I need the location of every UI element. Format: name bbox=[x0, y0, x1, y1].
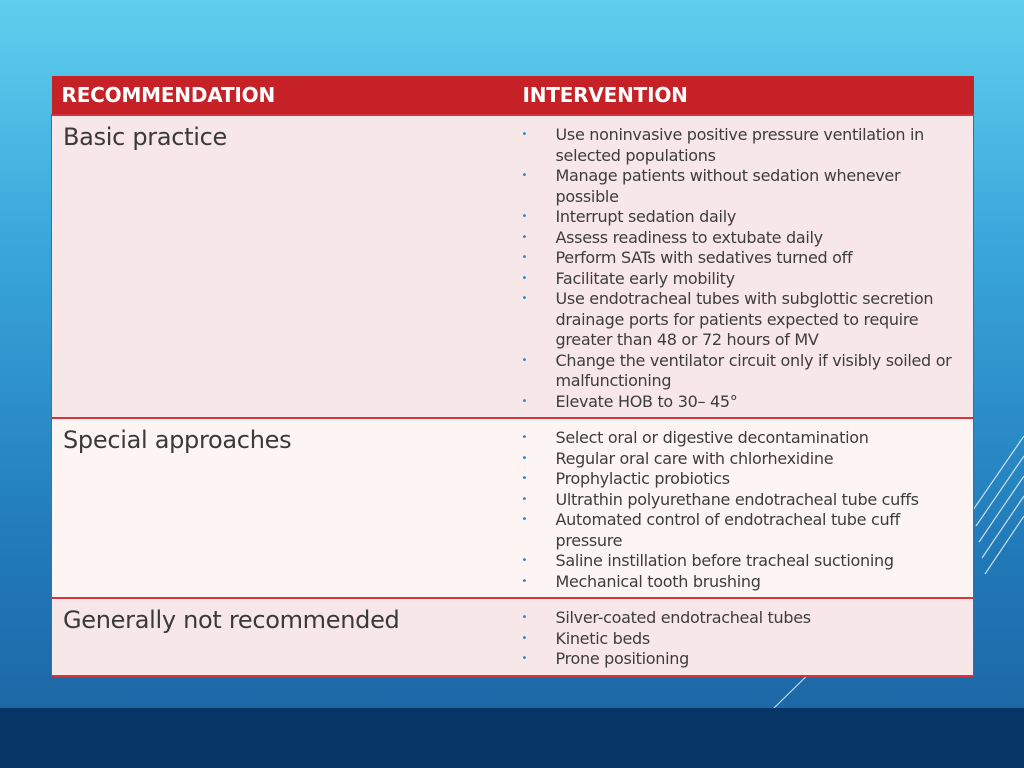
bullet-icon: • bbox=[521, 514, 528, 525]
bullet-icon: • bbox=[521, 575, 528, 587]
intervention-text: Automated control of endotracheal tube cuff pressure bbox=[555, 510, 900, 550]
list-item bbox=[513, 289, 968, 351]
recommendations-table bbox=[51, 76, 974, 677]
bullet-icon: • bbox=[521, 555, 528, 566]
intervention-text: Perform SATs with sedatives turned off bbox=[555, 248, 853, 267]
list-item bbox=[513, 572, 968, 593]
intervention-text: Interrupt sedation daily bbox=[555, 207, 737, 226]
intervention-cell bbox=[513, 598, 974, 676]
intervention-text: Assess readiness to extubate daily bbox=[555, 227, 823, 247]
recommendation-cell bbox=[52, 598, 513, 676]
recommendation-label: Basic practice bbox=[63, 123, 228, 151]
bullet-icon: • bbox=[521, 354, 528, 366]
bullet-icon: • bbox=[521, 612, 528, 623]
intervention-cell bbox=[513, 418, 974, 598]
intervention-text: Mechanical tooth brushing bbox=[555, 571, 761, 591]
table-row-generally-not-recommended bbox=[52, 598, 974, 676]
bullet-icon: • bbox=[521, 632, 528, 644]
bullet-icon: • bbox=[521, 272, 528, 284]
list-item bbox=[513, 449, 968, 470]
intervention-text: Regular oral care with chlorhexidine bbox=[555, 448, 834, 468]
intervention-text: Silver-coated endotracheal tubes bbox=[555, 608, 811, 627]
intervention-text: Facilitate early mobility bbox=[555, 268, 735, 288]
intervention-text: Manage patients without sedation whenever possible bbox=[555, 166, 901, 206]
intervention-text: Use endotracheal tubes with subglottic secretion drainage ports for patients expected to require greater than 48 or 72 hours of MV bbox=[555, 289, 934, 349]
intervention-list bbox=[513, 116, 974, 417]
intervention-text: Kinetic beds bbox=[555, 628, 650, 648]
list-item bbox=[513, 490, 968, 511]
intervention-column-header: INTERVENTION bbox=[513, 76, 974, 115]
list-item bbox=[513, 428, 968, 449]
bottom-bar bbox=[0, 708, 1024, 768]
list-item bbox=[513, 608, 968, 629]
list-item bbox=[513, 248, 968, 269]
list-item bbox=[513, 207, 968, 228]
recommendation-cell bbox=[52, 115, 513, 418]
intervention-text: Saline instillation before tracheal suctioning bbox=[555, 551, 894, 570]
intervention-text: Select oral or digestive decontamination bbox=[555, 428, 869, 447]
bullet-icon: • bbox=[521, 211, 528, 222]
list-item bbox=[513, 125, 968, 166]
intervention-text: Prophylactic probiotics bbox=[555, 469, 730, 488]
table-row-basic-practice bbox=[52, 115, 974, 418]
table-row-special-approaches bbox=[52, 418, 974, 598]
intervention-text: Ultrathin polyurethane endotracheal tube cuffs bbox=[555, 489, 919, 509]
list-item bbox=[513, 649, 968, 670]
recommendation-column-header: RECOMMENDATION bbox=[52, 76, 513, 115]
list-item bbox=[513, 228, 968, 249]
list-item bbox=[513, 551, 968, 572]
intervention-list bbox=[513, 419, 974, 597]
bullet-icon: • bbox=[521, 452, 528, 464]
bullet-icon: • bbox=[521, 432, 528, 443]
intervention-text: Change the ventilator circuit only if visibly soiled or malfunctioning bbox=[555, 350, 952, 390]
list-item bbox=[513, 510, 968, 551]
intervention-text: Prone positioning bbox=[555, 649, 689, 668]
bullet-icon: • bbox=[521, 231, 528, 243]
bullet-icon: • bbox=[521, 293, 528, 304]
bullet-icon: • bbox=[521, 473, 528, 484]
list-item bbox=[513, 392, 968, 413]
bullet-icon: • bbox=[521, 252, 528, 263]
intervention-text: Use noninvasive positive pressure ventilation in selected populations bbox=[555, 125, 924, 165]
bullet-icon: • bbox=[521, 129, 528, 140]
bullet-icon: • bbox=[521, 493, 528, 505]
list-item bbox=[513, 351, 968, 392]
recommendation-cell bbox=[52, 418, 513, 598]
list-item bbox=[513, 166, 968, 207]
bullet-icon: • bbox=[521, 170, 528, 181]
table-header-row bbox=[52, 76, 974, 115]
recommendation-label: Special approaches bbox=[63, 426, 292, 454]
intervention-cell bbox=[513, 115, 974, 418]
bullet-icon: • bbox=[521, 395, 528, 407]
intervention-text: Elevate HOB to 30– 45° bbox=[555, 391, 738, 411]
list-item bbox=[513, 629, 968, 650]
bullet-icon: • bbox=[521, 653, 528, 664]
intervention-list bbox=[513, 599, 974, 675]
list-item bbox=[513, 269, 968, 290]
list-item bbox=[513, 469, 968, 490]
recommendation-label: Generally not recommended bbox=[63, 606, 400, 634]
